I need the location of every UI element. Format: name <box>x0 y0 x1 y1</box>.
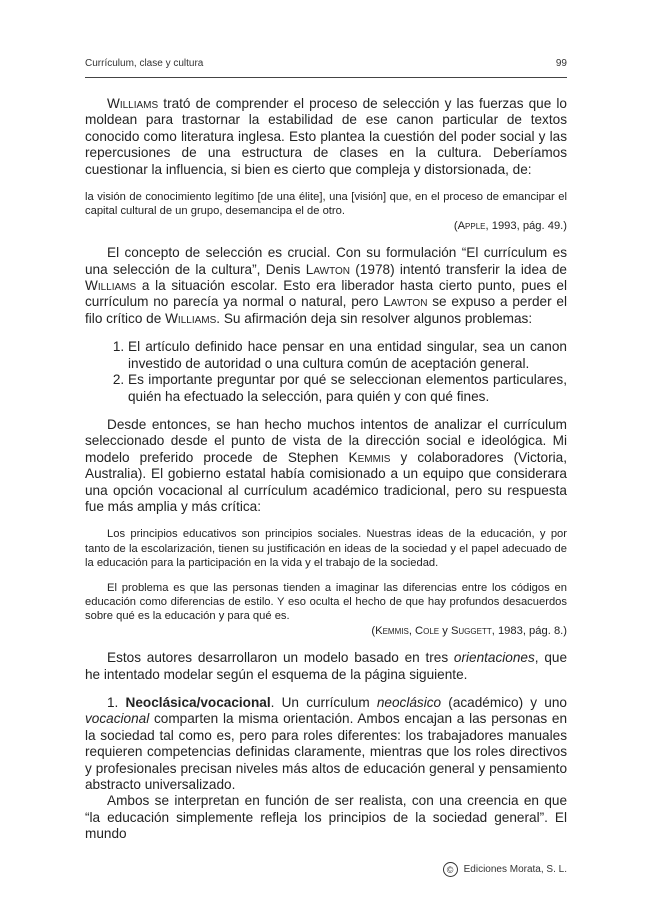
author-williams: Williams <box>107 96 159 111</box>
footer <box>443 862 567 877</box>
quote-2-para-2: El problema es que las personas tienden a imaginar las diferencias entre los códigos en educación como diferencias de estilo. Y eso oculta el hecho de que hay profundos desacuerdos sobre qué es la educación y para qué es. <box>85 581 567 623</box>
paragraph-6: Ambos se interpretan en función de ser realista, con una creencia en que “la educación simplemente refleja los principios de la sociedad general”. El mundo <box>85 793 567 842</box>
paragraph-4: Estos autores desarrollaron un modelo basado en tres orientaciones, que he intentado modelar según el esquema de la página siguiente. <box>85 650 568 682</box>
section-heading-neoclasica: Neoclásica/vocacional <box>125 695 271 710</box>
page-number: 99 <box>555 58 567 69</box>
quote-1-text: la visión de conocimiento legítimo [de una élite], una [visión] que, en el proceso de emancipar el capital cultural de un grupo, desemancipa el de otro. <box>85 191 567 218</box>
block-quote-1 <box>85 190 567 233</box>
quote-1-citation: (Apple, 1993, pág. 49.) <box>453 219 567 232</box>
header-title: Currículum, clase y cultura <box>85 58 204 69</box>
block-quote-2 <box>85 527 567 638</box>
quote-2-citation: (Kemmis, Cole y Suggett, 1983, pág. 8.) <box>371 624 567 637</box>
paragraph-1: Williams trató de comprender el proceso de selección y las fuerzas que lo moldean para trastornar la estabilidad de ese canon particular de textos conocido como literatura inglesa. Esto plantea la cuestión del poder social y las repercusiones de una estructura de clases en la cultura. Deberíamos cuestionar la influencia, si bien es cierto que compleja y distorsionada, de: <box>85 96 567 177</box>
paragraph-5: 1. Neoclásica/vocacional. Un currículum neoclásico (académico) y uno vocacional comparten la misma orientación. Ambos encajan a las personas en la sociedad tal como es, pero para roles diferentes: los trabajadores manuales requieren competencias definidas claramente, mientras que los roles directivos y profesionales precisan niveles más altos de educación general y pensamiento abstracto universalizado. <box>85 695 567 793</box>
publisher: Ediciones Morata, S. L. <box>463 864 567 875</box>
list-item: 1. El artículo definido hace pensar en una entidad singular, sea un canon investido de autoridad o una cultura común de aceptación general. <box>128 339 567 372</box>
paragraph-3: Desde entonces, se han hecho muchos intentos de analizar el currículum seleccionado desde el punto de vista de la dirección social e ideológica. Mi modelo preferido procede de Stephen Kemmis y colaboradores (Victoria, Australia). El gobierno estatal había comisionado a un equipo que considerara una opción vocacional al currículum académico tradicional, pero su respuesta fue más amplia y más crítica: <box>85 416 567 514</box>
problem-list <box>85 339 567 405</box>
paragraph-2: El concepto de selección es crucial. Con su formulación “El currículum es una selección de la cultura”, Denis Lawton (1978) intentó transferir la idea de Williams a la situación escolar. Esto era liberador hasta cierto punto, pues el currículum no parecía ya normal o natural, pero Lawton se expuso a perder el filo crítico de Williams. Su afirmación deja sin resolver algunos problemas: <box>85 245 567 326</box>
page-body <box>85 96 567 843</box>
header-rule <box>85 77 567 78</box>
running-header <box>85 58 567 69</box>
quote-2-para-1: Los principios educativos son principios sociales. Nuestras ideas de la educación, y por tanto de la escolarización, tienen su justificación en ideas de la sociedad y el papel adecuado de la educación para la participación en la vida y el trabajo de la sociedad. <box>85 528 567 570</box>
copyright-icon: © <box>443 862 458 877</box>
list-item: 2. Es importante preguntar por qué se seleccionan elementos particulares, quién ha efectuado la selección, para quién y con qué fines. <box>128 372 567 405</box>
